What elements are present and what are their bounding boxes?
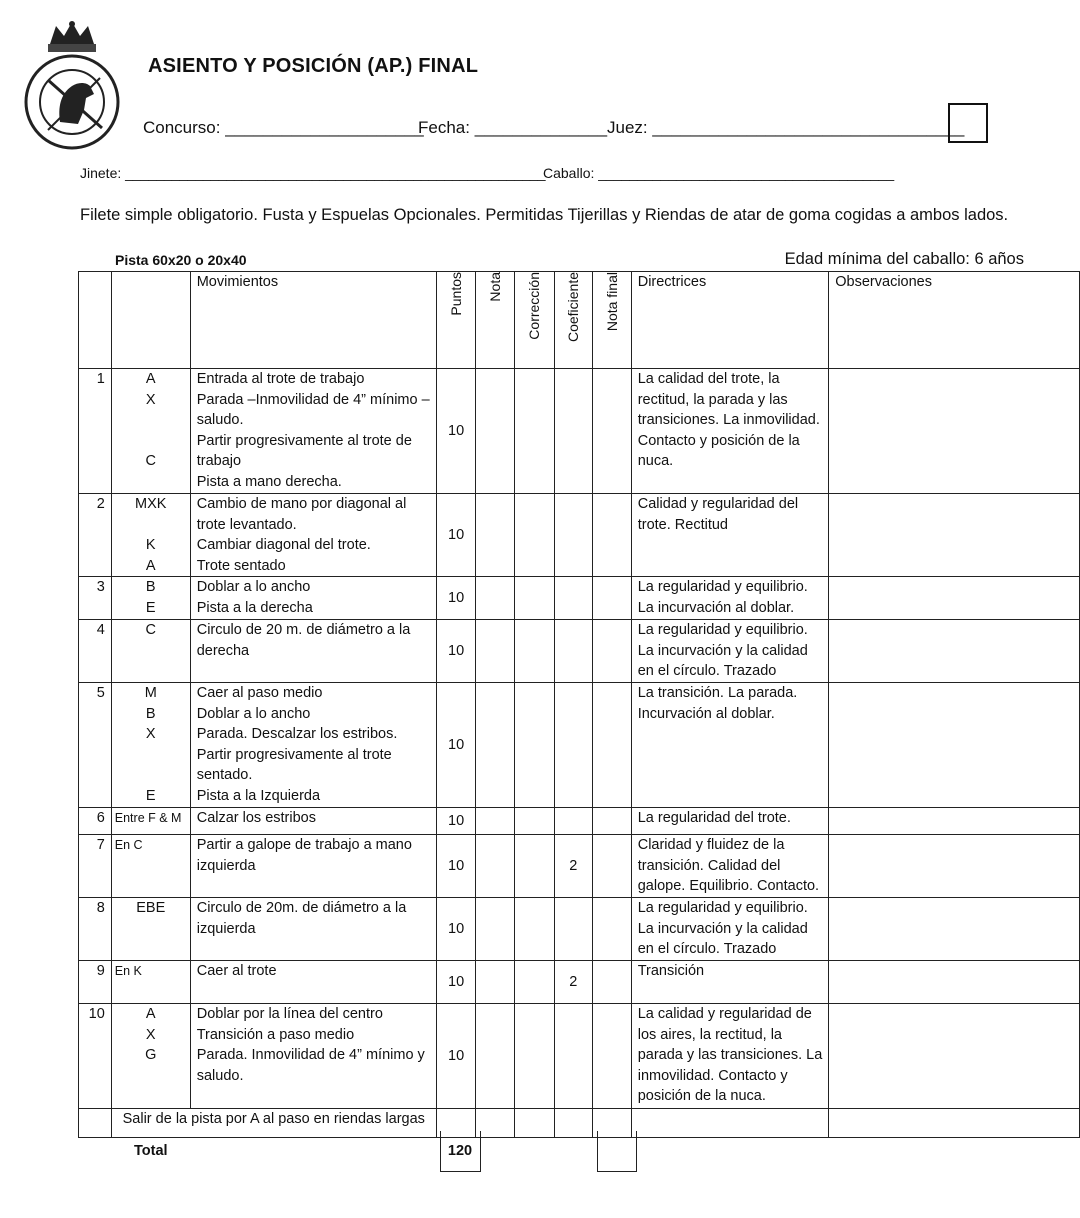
movement-line: Doblar por la línea del centro	[196, 1006, 383, 1022]
row-points: 10	[436, 683, 476, 808]
row-correccion-cell[interactable]	[514, 961, 554, 1004]
row-directrices: La calidad del trote, la rectitud, la parada y las transiciones. La inmovilidad. Contacto y posición de la nuca.	[631, 369, 829, 494]
row-nota-final-cell[interactable]	[593, 494, 632, 577]
row-correccion-cell[interactable]	[514, 577, 554, 620]
col-puntos: Puntos	[447, 272, 464, 316]
row-observaciones-cell[interactable]	[829, 683, 1080, 808]
juez-field[interactable]: Juez: _________________________________	[607, 118, 965, 137]
row-letters: C	[111, 620, 190, 683]
row-directrices: La transición. La parada. Incurvación al doblar.	[631, 683, 829, 808]
row-nota-cell[interactable]	[476, 494, 515, 577]
row-directrices: Calidad y regularidad del trote. Rectitud	[631, 494, 829, 577]
row-correccion-cell[interactable]	[514, 683, 554, 808]
row-coeficiente: 2	[554, 961, 593, 1004]
table-row	[79, 808, 1080, 835]
row-correccion-cell[interactable]	[514, 620, 554, 683]
row-number: 5	[79, 683, 112, 808]
row-letters: En C	[111, 835, 190, 898]
row-number: 6	[79, 808, 112, 835]
table-row	[79, 961, 1080, 1004]
movement-line: Entrada al trote de trabajo	[196, 371, 365, 387]
row-correccion-cell[interactable]	[514, 1004, 554, 1109]
row-directrices: La regularidad y equilibrio. La incurvación y la calidad en el círculo. Trazado	[631, 620, 829, 683]
row-nota-final-cell[interactable]	[593, 898, 632, 961]
row-letters: Entre F & M	[111, 808, 190, 835]
row-points: 10	[436, 961, 476, 1004]
row-coeficiente	[554, 898, 593, 961]
movement-line: Pista a la Izquierda	[196, 787, 321, 804]
row-observaciones-cell[interactable]	[829, 898, 1080, 961]
row-coeficiente: 2	[554, 835, 593, 898]
row-movements	[190, 683, 436, 808]
row-correccion-cell[interactable]	[514, 369, 554, 494]
row-points: 10	[436, 898, 476, 961]
row-points: 10	[436, 835, 476, 898]
movement-line: Partir progresivamente al trote sentado.	[196, 746, 392, 783]
col-directrices: Directrices	[631, 272, 829, 369]
total-nota-final-cell[interactable]	[597, 1131, 636, 1172]
row-directrices: La regularidad y equilibrio. La incurvación al doblar.	[631, 577, 829, 620]
row-movements	[190, 369, 436, 494]
total-value: 120	[440, 1131, 480, 1172]
row-directrices: La regularidad y equilibrio. La incurvación y la calidad en el círculo. Trazado	[631, 898, 829, 961]
movement-line: Circulo de 20m. de diámetro a la izquierda	[196, 900, 407, 937]
row-letters: M B X E	[111, 683, 190, 808]
table-row	[79, 620, 1080, 683]
row-number: 10	[79, 1004, 112, 1109]
movement-line: Cambio de mano por diagonal al trote levantado.	[196, 496, 407, 533]
total-table	[78, 1131, 637, 1172]
row-movements	[190, 494, 436, 577]
row-letters: En K	[111, 961, 190, 1004]
caballo-field[interactable]: Caballo: ______________________________________	[543, 165, 895, 181]
movement-line: Doblar a lo ancho	[196, 579, 311, 595]
row-observaciones-cell[interactable]	[829, 1004, 1080, 1109]
row-coeficiente	[554, 808, 593, 835]
row-correccion-cell[interactable]	[514, 898, 554, 961]
row-nota-cell[interactable]	[476, 835, 515, 898]
col-coeficiente: Coeficiente	[565, 272, 582, 343]
row-points: 10	[436, 577, 476, 620]
movement-line: Caer al trote	[196, 963, 277, 979]
arena-size: Pista 60x20 o 20x40	[115, 252, 247, 268]
row-number: 7	[79, 835, 112, 898]
row-nota-final-cell[interactable]	[593, 577, 632, 620]
row-nota-final-cell[interactable]	[593, 835, 632, 898]
jinete-field[interactable]: Jinete: ______________________________________________________	[80, 165, 546, 181]
table-row	[79, 835, 1080, 898]
min-horse-age: Edad mínima del caballo: 6 años	[784, 250, 1024, 268]
movement-line: Cambiar diagonal del trote.	[196, 537, 371, 553]
row-points: 10	[436, 494, 476, 577]
row-coeficiente	[554, 369, 593, 494]
exit-instruction: Salir de la pista por A al paso en riendas largas	[111, 1109, 436, 1138]
row-movements	[190, 961, 436, 1004]
federation-crest-icon	[20, 20, 124, 150]
row-movements	[190, 808, 436, 835]
row-letters: A X G	[111, 1004, 190, 1109]
movement-line: Trote sentado	[196, 557, 286, 574]
movement-line: Pista a mano derecha.	[196, 473, 342, 490]
movement-line: Circulo de 20 m. de diámetro a la derecha	[196, 622, 411, 659]
row-number: 1	[79, 369, 112, 494]
row-nota-cell[interactable]	[476, 620, 515, 683]
col-nota-final: Nota final	[603, 272, 620, 332]
row-letters: A X C	[111, 369, 190, 494]
row-coeficiente	[554, 683, 593, 808]
page-title: ASIENTO Y POSICIÓN (AP.) FINAL	[148, 55, 479, 77]
row-nota-final-cell[interactable]	[593, 620, 632, 683]
row-coeficiente	[554, 494, 593, 577]
row-movements	[190, 620, 436, 683]
row-nota-cell[interactable]	[476, 683, 515, 808]
row-nota-cell[interactable]	[476, 577, 515, 620]
row-observaciones-cell[interactable]	[829, 808, 1080, 835]
row-points: 10	[436, 369, 476, 494]
row-movements	[190, 835, 436, 898]
movement-line: Partir progresivamente al trote de trabajo	[196, 432, 412, 469]
row-letters: EBE	[111, 898, 190, 961]
table-row	[79, 683, 1080, 808]
table-row	[79, 577, 1080, 620]
row-number: 9	[79, 961, 112, 1004]
row-movements	[190, 1004, 436, 1109]
table-row	[79, 1004, 1080, 1109]
row-nota-cell[interactable]	[476, 961, 515, 1004]
col-observaciones: Observaciones	[829, 272, 1080, 369]
row-nota-final-cell[interactable]	[593, 808, 632, 835]
movement-line: Doblar a lo ancho	[196, 705, 311, 722]
row-directrices: La regularidad del trote.	[631, 808, 829, 835]
row-points: 10	[436, 1004, 476, 1109]
table-row	[79, 494, 1080, 577]
movement-line: Pista a la derecha	[196, 599, 313, 616]
col-correccion: Corrección	[525, 272, 542, 340]
table-header	[79, 272, 1080, 369]
scoring-table	[78, 271, 1080, 1138]
total-label: Total	[134, 1143, 168, 1160]
row-coeficiente	[554, 620, 593, 683]
row-correccion-cell[interactable]	[514, 835, 554, 898]
row-nota-cell[interactable]	[476, 1004, 515, 1109]
row-observaciones-cell[interactable]	[829, 835, 1080, 898]
table-row	[79, 369, 1080, 494]
row-number: 3	[79, 577, 112, 620]
row-movements	[190, 898, 436, 961]
row-points: 10	[436, 620, 476, 683]
movement-line: Parada. Inmovilidad de 4” mínimo y saludo.	[196, 1047, 425, 1084]
row-letters: MXK K A	[111, 494, 190, 577]
row-directrices: La calidad y regularidad de los aires, la rectitud, la parada y las transiciones. La inmovilidad. Contacto y posición de la nuca.	[631, 1004, 829, 1109]
row-nota-cell[interactable]	[476, 808, 515, 835]
row-observaciones-cell[interactable]	[829, 369, 1080, 494]
row-coeficiente	[554, 1004, 593, 1109]
row-nota-final-cell[interactable]	[593, 961, 632, 1004]
movement-line: Partir a galope de trabajo a mano izquierda	[196, 837, 412, 874]
row-nota-final-cell[interactable]	[593, 683, 632, 808]
fecha-field[interactable]: Fecha: ______________	[418, 118, 608, 137]
table-row	[79, 898, 1080, 961]
row-directrices: Claridad y fluidez de la transición. Calidad del galope. Equilibrio. Contacto.	[631, 835, 829, 898]
row-movements	[190, 577, 436, 620]
row-observaciones-cell[interactable]	[829, 961, 1080, 1004]
row-letters: B E	[111, 577, 190, 620]
row-observaciones-cell[interactable]	[829, 577, 1080, 620]
row-nota-cell[interactable]	[476, 898, 515, 961]
concurso-field[interactable]: Concurso: _____________________	[143, 118, 424, 137]
movement-line: Caer al paso medio	[196, 685, 323, 701]
row-observaciones-cell[interactable]	[829, 620, 1080, 683]
row-observaciones-cell[interactable]	[829, 494, 1080, 577]
col-movimientos: Movimientos	[190, 272, 436, 369]
rules-note: Filete simple obligatorio. Fusta y Espuelas Opcionales. Permitidas Tijerillas y Riendas de atar de goma cogidas a ambos lados.	[80, 206, 1009, 224]
row-directrices: Transición	[631, 961, 829, 1004]
row-number: 2	[79, 494, 112, 577]
row-nota-cell[interactable]	[476, 369, 515, 494]
row-number: 8	[79, 898, 112, 961]
row-correccion-cell[interactable]	[514, 808, 554, 835]
row-nota-final-cell[interactable]	[593, 1004, 632, 1109]
movement-line: Parada. Descalzar los estribos.	[196, 726, 398, 742]
movement-line: Transición a paso medio	[196, 1026, 355, 1043]
movement-line: Parada –Inmovilidad de 4” mínimo – saludo.	[196, 391, 430, 428]
row-correccion-cell[interactable]	[514, 494, 554, 577]
row-number: 4	[79, 620, 112, 683]
col-nota: Nota	[486, 272, 503, 302]
row-coeficiente	[554, 577, 593, 620]
row-points: 10	[436, 808, 476, 835]
movement-line: Calzar los estribos	[196, 810, 316, 826]
row-nota-final-cell[interactable]	[593, 369, 632, 494]
